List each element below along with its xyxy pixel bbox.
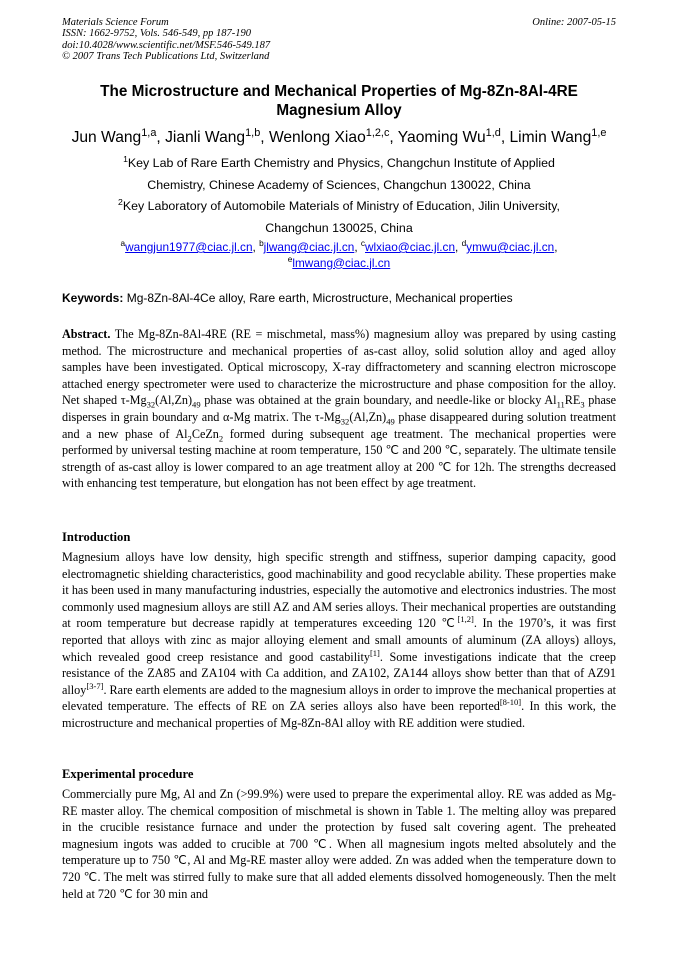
email-link[interactable]: wangjun1977@ciac.jl.cn bbox=[125, 240, 253, 254]
section-heading-introduction: Introduction bbox=[62, 530, 131, 544]
email-sup: a bbox=[120, 239, 126, 249]
author-name: Limin Wang bbox=[509, 129, 592, 146]
subscript: 49 bbox=[386, 416, 395, 427]
affiliation-line: Key Lab of Rare Earth Chemistry and Physics, Changchun Institute of Applied bbox=[127, 156, 555, 170]
subscript: 32 bbox=[146, 399, 156, 410]
author-name: Wenlong Xiao bbox=[268, 129, 366, 146]
affiliation-sup: 1 bbox=[123, 153, 128, 164]
abstract-text: The Mg-8Zn-8Al-4RE (RE = mischmetal, mass%) magnesium alloy was prepared by using casting method. The microstructure and mechanical properties of as-cast alloy, solid solution alloy and aged alloy samples have been investigated. Optical microscopy, X-ray diffractometery and scanning electron microscope attached energy spectrometer were used to characterize the microstructure and phase composition for the alloy. Net shaped $\tau-Mg_{32}(Al,Zn)_{49}$ phase was obtained at the grain boundary, and needle-like or blocky $Al_{11}RE_3$ phase disperses in grain boundary and α-Mg matrix. The $\tau-Mg_{32}(Al,Zn)_{49}$ phase disappeared during solution treatment and a new phase of $Al_2CeZn_2$ formed during subsequent age treatment. The mechanical properties were performed by universal testing machine at room temperature, 150 ℃ and 200 ℃, separately. The ultimate tensile strength of as-cast alloy is lower compared to an age treatment alloy at 200 ℃ for 12h. The strengths decreased with enhancing test temperature, but elongation has not been effect by age treatment. bbox=[62, 327, 617, 491]
email-sup: d bbox=[461, 239, 467, 249]
author bbox=[509, 126, 607, 146]
journal-name: Materials Science Forum bbox=[62, 17, 169, 28]
experimental-text: Commercially pure Mg, Al and Zn (>99.9%) were used to prepare the experimental alloy. RE was added as Mg-RE master alloy. The chemical composition of mischmetal is shown in Table 1. The melting alloy was prepared in the crucible resistance furnace and under the protection by fused salt covering agent. The preheated magnesium ingots was added to crucible at 700 ℃. When all magnesium ingots melted absolutely and the temperature up to 750 ℃, Al and Mg-RE master alloy were added. Zn was added when the temperature down to 720 ℃. The melt was stirred fully to make sure that all added elements dissolved homogeneously. Then the melt held at 720 ℃ for 30 min and bbox=[62, 787, 616, 901]
author-name: Yaoming Wu bbox=[397, 129, 486, 146]
email-link[interactable]: jlwang@ciac.jl.cn bbox=[263, 240, 355, 254]
citation-superscript: [3-7] bbox=[86, 680, 104, 691]
introduction-text: Magnesium alloys have low density, high specific strength and stiffness, superior damping capacity, good electromagnetic shielding characteristics, good machinability and good recyclable ability. These properties make it has been used in many manufacturing industries, especially the automotive and electronics industries. The most commonly used magnesium alloys are still AZ and AM series alloys. Their mechanical properties are outstanding at room temperature but decrease rapidly at temperatures exceeding 120 ℃[1,2]. In the 1970’s, it was first reported that alloys with zinc as major alloying element and small amounts of aluminum (ZA alloys) alloys, which revealed good creep resistance and good castability[1]. Some investigations indicate that the creep resistance of the ZA85 and ZA104 with Ca addition, and ZA102, ZA144 alloys show better than that of AZ91 alloy[3-7]. Rare earth elements are added to the magnesium alloys in order to improve the mechanical properties at elevated temperature. The effects of RE on ZA series alloys also have been reported[8-10]. In this work, the microstructure and mechanical properties of Mg-8Zn-8Al alloy with RE addition were studied. bbox=[62, 550, 617, 730]
author bbox=[71, 126, 157, 146]
online-date: Online: 2007-05-15 bbox=[532, 17, 616, 28]
author bbox=[165, 126, 261, 146]
subscript: 32 bbox=[340, 416, 350, 427]
citation-superscript: [8-10] bbox=[499, 697, 522, 708]
affiliation-line: Key Laboratory of Automobile Materials of Ministry of Education, Jilin University, bbox=[122, 199, 560, 213]
affiliation-1 bbox=[62, 153, 616, 196]
author-sup: 1,b bbox=[245, 126, 261, 139]
abstract-label: Abstract. bbox=[62, 327, 111, 341]
email-sup: c bbox=[360, 239, 366, 249]
abstract bbox=[62, 326, 616, 492]
journal-header bbox=[62, 17, 270, 63]
section-heading-experimental: Experimental procedure bbox=[62, 767, 194, 781]
title-line-2: Magnesium Alloy bbox=[276, 102, 402, 119]
email-link[interactable]: wlxiao@ciac.jl.cn bbox=[365, 240, 456, 254]
affiliation-sup: 2 bbox=[118, 196, 123, 207]
affiliation-line: Chemistry, Chinese Academy of Sciences, Changchun 130022, China bbox=[147, 177, 531, 192]
author-sup: 1,a bbox=[141, 126, 157, 139]
keywords bbox=[62, 291, 616, 306]
subscript: 11 bbox=[556, 399, 565, 410]
subscript: 3 bbox=[580, 399, 585, 410]
affiliation-line: Changchun 130025, China bbox=[265, 220, 413, 235]
author bbox=[268, 126, 390, 146]
author-name: Jianli Wang bbox=[165, 129, 246, 146]
paper-title bbox=[62, 82, 616, 120]
keywords-label: Keywords: bbox=[62, 291, 124, 305]
citation-superscript: [1,2] bbox=[457, 614, 474, 625]
author bbox=[397, 126, 501, 146]
subscript: 2 bbox=[187, 433, 192, 443]
email-link[interactable]: lmwang@ciac.jl.cn bbox=[292, 255, 391, 270]
title-line-1: The Microstructure and Mechanical Properties of Mg-8Zn-8Al-4RE bbox=[100, 83, 578, 100]
subscript: 49 bbox=[192, 399, 201, 410]
author-list: Jun Wang$^{1,a}$, Jianli Wang$^{1,b}$, Wenlong Xiao$^{1,2,c}$, Yaoming Wu$^{1,d}$, Limin Wang$^{1,e}$ bbox=[71, 126, 607, 146]
email-sup: b bbox=[259, 239, 264, 249]
journal-doi: doi:10.4028/www.scientific.net/MSF.546-549.187 bbox=[62, 39, 271, 51]
email-link[interactable]: ymwu@ciac.jl.cn bbox=[466, 240, 555, 254]
keywords-text: Mg-8Zn-8Al-4Ce alloy, Rare earth, Microstructure, Mechanical properties bbox=[126, 291, 513, 305]
email-sup: e bbox=[287, 254, 293, 264]
subscript: 2 bbox=[218, 433, 224, 443]
email-list: $^a$wangjun1977@ciac.jl.cn, $^b$jlwang@ciac.jl.cn, $^c$wlxiao@ciac.jl.cn, $^d$ymwu@ciac.jl.cn, $^e$lmwang@ciac.jl.cn bbox=[120, 239, 558, 270]
citation-superscript: [1] bbox=[369, 647, 380, 658]
journal-copyright: © 2007 Trans Tech Publications Ltd, Switzerland bbox=[62, 51, 270, 63]
author-name: Jun Wang bbox=[71, 129, 142, 146]
author-sup: 1,2,c bbox=[365, 126, 390, 139]
author-sup: 1,d bbox=[485, 126, 501, 139]
journal-issn: ISSN: 1662-9752, Vols. 546-549, pp 187-190 bbox=[62, 28, 251, 40]
author-sup: 1,e bbox=[591, 126, 607, 139]
affiliation-2 bbox=[62, 196, 616, 239]
